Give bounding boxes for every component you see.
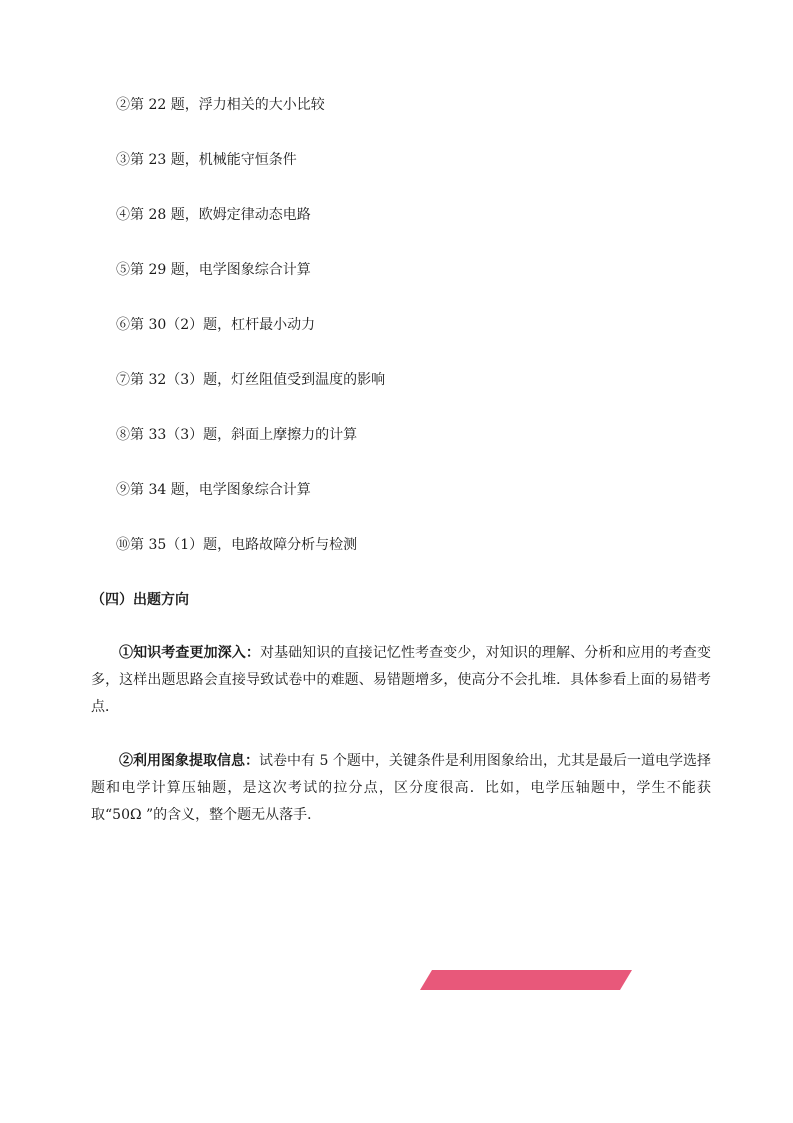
list-item: ③第 23 题，机械能守恒条件 bbox=[116, 152, 297, 168]
paragraph-lead: ①知识考查更加深入： bbox=[119, 645, 260, 661]
paragraph-lead: ②利用图象提取信息： bbox=[119, 753, 260, 769]
accent-bar-shape bbox=[420, 970, 632, 990]
paragraph-body: 试卷中有 5 个题中，关键条件是利用图象给出，尤其是最后一道电学选择题和电学计算压轴题，是这次考试的拉分点，区分度很高．比如，电学压轴题中，学生不能获取“50Ω ”的含义，整个题无从落手． bbox=[91, 753, 711, 823]
list-item: ②第 22 题，浮力相关的大小比较 bbox=[116, 97, 325, 113]
paragraph-knowledge bbox=[91, 640, 711, 721]
list-item: ⑦第 32（3）题，灯丝阻值受到温度的影响 bbox=[116, 372, 386, 388]
list-item: ⑥第 30（2）题，杠杆最小动力 bbox=[116, 317, 316, 333]
section-heading: （四）出题方向 bbox=[91, 592, 189, 608]
paragraph-body: 对基础知识的直接记忆性考查变少，对知识的理解、分析和应用的考查变多，这样出题思路会直接导致试卷中的难题、易错题增多，使高分不会扎堆．具体参看上面的易错考点． bbox=[91, 645, 712, 715]
list-item: ⑨第 34 题，电学图象综合计算 bbox=[116, 482, 311, 498]
list-item: ⑩第 35（1）题，电路故障分析与检测 bbox=[116, 537, 358, 553]
paragraph-graph-info bbox=[91, 748, 711, 829]
list-item: ⑤第 29 题，电学图象综合计算 bbox=[116, 262, 311, 278]
decorative-footer-bar bbox=[420, 970, 636, 990]
list-item: ④第 28 题，欧姆定律动态电路 bbox=[116, 207, 311, 223]
list-item: ⑧第 33（3）题，斜面上摩擦力的计算 bbox=[116, 427, 358, 443]
